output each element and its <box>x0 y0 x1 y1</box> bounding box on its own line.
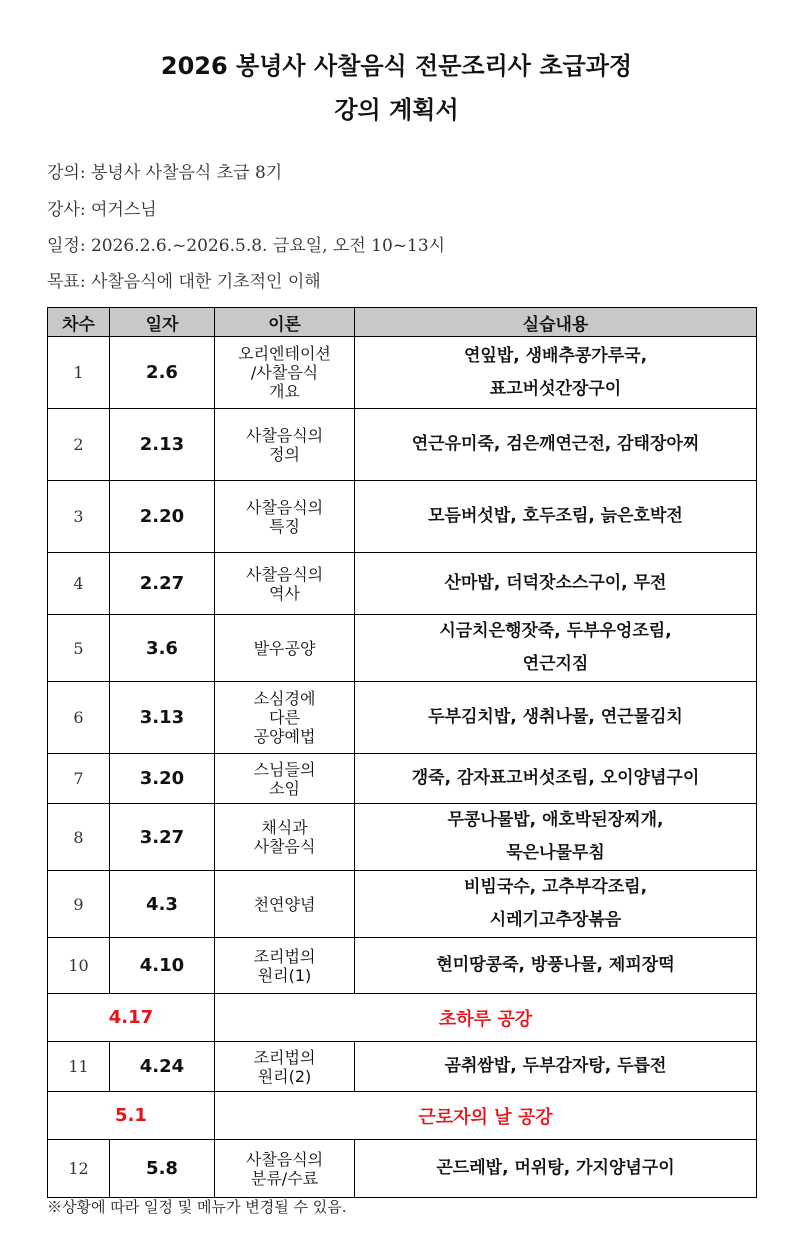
holiday-date: 5.1 <box>48 1092 215 1140</box>
theory-line: 개요 <box>269 382 300 401</box>
cell-session-no: 12 <box>48 1140 110 1198</box>
practice-line: 곤드레밥, 머위탕, 가지양념구이 <box>436 1158 675 1178</box>
cell-theory <box>215 409 355 481</box>
practice-line: 시레기고추장볶음 <box>489 910 622 930</box>
cell-session-no: 8 <box>48 804 110 871</box>
info-goal <box>47 267 321 292</box>
table-header-row <box>48 308 757 337</box>
cell-theory <box>215 938 355 994</box>
theory-line: 사찰음식의 <box>245 1149 324 1169</box>
theory-line: 소심경에 <box>253 689 316 708</box>
cell-practice <box>355 1042 757 1092</box>
practice-line: 시금치은행잣죽, 두부우엉조림, <box>439 621 672 641</box>
table-row <box>48 754 757 804</box>
practice-line: 두부김치밥, 생취나물, 연근물김치 <box>428 707 683 727</box>
schedule-table <box>47 307 757 1198</box>
theory-line: 공양예법 <box>253 727 316 746</box>
cell-session-no: 10 <box>48 938 110 994</box>
info-label: 일정: <box>47 236 86 256</box>
theory-line: 천연양념 <box>253 894 316 914</box>
cell-practice <box>355 754 757 804</box>
cell-date: 2.13 <box>110 409 215 481</box>
cell-date: 4.24 <box>110 1042 215 1092</box>
cell-practice <box>355 481 757 553</box>
cell-theory <box>215 1140 355 1198</box>
cell-theory <box>215 804 355 871</box>
cell-session-no: 1 <box>48 337 110 409</box>
practice-line: 연근지짐 <box>522 654 589 674</box>
theory-line: 정의 <box>269 444 300 464</box>
table-row <box>48 553 757 615</box>
theory-line: 원리(2) <box>257 1066 312 1086</box>
theory-line: 오리엔테이션 <box>238 344 331 363</box>
info-value: 봉녕사 사찰음식 초급 8기 <box>90 163 283 183</box>
cell-theory <box>215 481 355 553</box>
cell-date: 3.27 <box>110 804 215 871</box>
table-row <box>48 1140 757 1198</box>
theory-line: 채식과 <box>261 818 308 837</box>
practice-line: 묵은나물무침 <box>506 843 605 863</box>
info-schedule <box>47 231 445 256</box>
info-value: 2026.2.6.~2026.5.8. 금요일, 오전 10~13시 <box>90 236 446 256</box>
theory-line: 조리법의 <box>253 1047 316 1067</box>
practice-line: 연잎밥, 생배추콩가루국, <box>463 345 648 366</box>
cell-date: 3.13 <box>110 682 215 754</box>
table-row <box>48 337 757 409</box>
cell-theory <box>215 682 355 754</box>
table-row <box>48 1042 757 1092</box>
cell-theory <box>215 754 355 804</box>
cell-date: 4.10 <box>110 938 215 994</box>
cell-theory <box>215 337 355 409</box>
cell-session-no: 7 <box>48 754 110 804</box>
theory-line: 다른 <box>269 708 300 727</box>
cell-session-no: 4 <box>48 553 110 615</box>
cell-practice <box>355 871 757 938</box>
cell-practice <box>355 682 757 754</box>
info-instructor <box>47 195 157 220</box>
holiday-date: 4.17 <box>48 994 215 1042</box>
theory-line: 사찰음식의 <box>245 497 324 517</box>
theory-line: 역사 <box>269 583 300 603</box>
header-no: 차수 <box>48 308 110 337</box>
header-date: 일자 <box>110 308 215 337</box>
practice-line: 현미땅콩죽, 방풍나물, 제피장떡 <box>436 955 675 975</box>
cell-theory <box>215 871 355 938</box>
cell-theory <box>215 553 355 615</box>
theory-line: 사찰음식 <box>253 837 316 856</box>
theory-line: 소임 <box>269 778 300 798</box>
cell-session-no: 2 <box>48 409 110 481</box>
cell-date: 5.8 <box>110 1140 215 1198</box>
theory-line: 발우공양 <box>253 638 316 658</box>
document-subtitle: 강의 계획서 <box>334 96 459 124</box>
practice-line: 비빔국수, 고추부각조림, <box>463 877 648 897</box>
cell-date: 3.6 <box>110 615 215 682</box>
theory-line: 분류/수료 <box>250 1168 319 1188</box>
header-practice: 실습내용 <box>355 308 757 337</box>
practice-line: 곰취쌈밥, 두부감자탕, 두릅전 <box>444 1056 667 1076</box>
cell-date: 3.20 <box>110 754 215 804</box>
info-value: 사찰음식에 대한 기초적인 이해 <box>90 272 321 292</box>
cell-practice <box>355 938 757 994</box>
header-theory: 이론 <box>215 308 355 337</box>
theory-line: 스님들의 <box>253 759 316 779</box>
cell-date: 2.20 <box>110 481 215 553</box>
info-label: 강의: <box>47 163 86 183</box>
cell-date: 2.6 <box>110 337 215 409</box>
theory-line: 사찰음식의 <box>245 564 324 584</box>
cell-practice <box>355 553 757 615</box>
theory-line: 조리법의 <box>253 946 316 966</box>
practice-line: 무콩나물밥, 애호박된장찌개, <box>447 810 664 830</box>
cell-practice <box>355 1140 757 1198</box>
theory-line: 사찰음식의 <box>245 425 324 445</box>
cell-practice <box>355 615 757 682</box>
cell-session-no: 9 <box>48 871 110 938</box>
holiday-label: 근로자의 날 공강 <box>215 1092 757 1140</box>
table-row <box>48 938 757 994</box>
cell-practice <box>355 804 757 871</box>
table-row-holiday <box>48 1092 757 1140</box>
theory-line: /사찰음식 <box>250 363 319 382</box>
table-row-holiday <box>48 994 757 1042</box>
theory-line: 원리(1) <box>257 965 312 985</box>
document-title: 2026 봉녕사 사찰음식 전문조리사 초급과정 <box>160 52 633 80</box>
practice-line: 갱죽, 감자표고버섯조림, 오이양념구이 <box>411 768 700 788</box>
practice-line: 모듬버섯밥, 호두조림, 늙은호박전 <box>428 506 683 526</box>
table-row <box>48 409 757 481</box>
holiday-label: 초하루 공강 <box>215 994 757 1042</box>
cell-theory <box>215 615 355 682</box>
practice-line: 산마밥, 더덕잣소스구이, 무전 <box>444 573 667 593</box>
table-row <box>48 682 757 754</box>
info-label: 목표: <box>47 272 86 292</box>
cell-session-no: 6 <box>48 682 110 754</box>
practice-line: 표고버섯간장구이 <box>489 378 622 399</box>
theory-line: 특징 <box>269 516 300 536</box>
footnote: ※상황에 따라 일정 및 메뉴가 변경될 수 있음. <box>47 1198 347 1216</box>
cell-practice <box>355 337 757 409</box>
cell-theory <box>215 1042 355 1092</box>
cell-practice <box>355 409 757 481</box>
table-row <box>48 481 757 553</box>
table-row <box>48 804 757 871</box>
table-row <box>48 615 757 682</box>
cell-session-no: 3 <box>48 481 110 553</box>
info-course <box>47 158 282 183</box>
cell-date: 2.27 <box>110 553 215 615</box>
info-value: 여거스님 <box>90 200 157 220</box>
cell-session-no: 5 <box>48 615 110 682</box>
cell-session-no: 11 <box>48 1042 110 1092</box>
cell-date: 4.3 <box>110 871 215 938</box>
info-label: 강사: <box>47 200 86 220</box>
practice-line: 연근유미죽, 검은깨연근전, 감태장아찌 <box>411 434 700 454</box>
table-row <box>48 871 757 938</box>
